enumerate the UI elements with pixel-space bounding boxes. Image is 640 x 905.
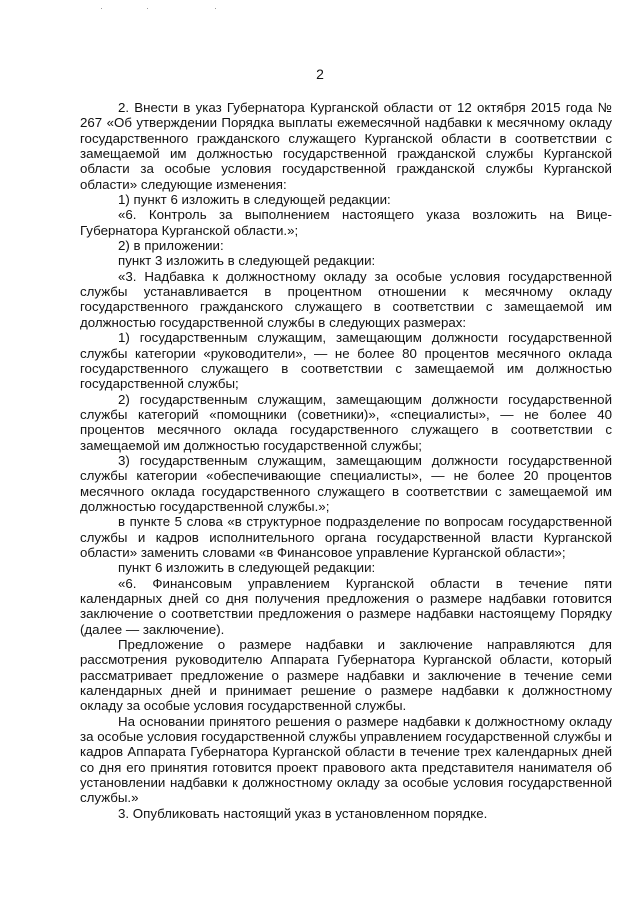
paragraph-item-2-intro: 2) в приложении: xyxy=(118,238,224,254)
paragraph-point-6-text: «6. Финансовым управлением Курганской области в течение пяти календарных дней со дня получения предложения о размере надбавки готовится заключение о соответствии предложения о размере надбавки настоящему Порядку (далее — заключение). xyxy=(80,575,612,637)
paragraph-amend-decree: 2. Внести в указ Губернатора Курганской области от 12 октября 2015 года № 267 «Об утверждении Порядка выплаты ежемесячной надбавки к месячному окладу государственного гражданского служащего Курганской области в соответствии с замещаемой им должностью государственной гражданской службы Курганской области за особые условия государственной гражданской службы Курганской области» следующие изменения: xyxy=(80,100,612,192)
paragraph-proposal-review: Предложение о размере надбавки и заключение направляются для рассмотрения руководителю Аппарата Губернатора Курганской области, который рассматривает предложение о размере надбавки и заключение в течение семи календарных дней и принимает решение о размере надбавки к должностному окладу за особые условия государственной службы. xyxy=(80,637,612,714)
paragraph-category-support: 3) государственным служащим, замещающим должности государственной службы категории «обеспечивающие специалисты», — не более 20 процентов месячного оклада государственного служащего в соответствии с замещаемой им должностью государственной службы.»; xyxy=(80,452,612,514)
paragraph-publish: 3. Опубликовать настоящий указ в установленном порядке. xyxy=(118,805,488,821)
scan-speck xyxy=(147,8,148,9)
paragraph-point-6-intro: пункт 6 изложить в следующей редакции: xyxy=(118,560,376,576)
scan-speck xyxy=(215,8,216,9)
paragraph-point-3-intro: пункт 3 изложить в следующей редакции: xyxy=(118,253,376,269)
paragraph-category-advisers: 2) государственным служащим, замещающим должности государственной службы категорий «помощники (советники)», «специалисты», — не более 40 процентов месячного оклада государственного служащего в соответствии с замещаемой им должностью государственной службы; xyxy=(80,391,612,453)
paragraph-point-5-change: в пункте 5 слова «в структурное подразделение по вопросам государственной службы и кадров исполнительного органа государственной власти Курганской области» заменить словами «в Финансовое управление Курганской области»; xyxy=(80,514,612,560)
scan-speck xyxy=(101,8,102,9)
document-body xyxy=(80,100,612,821)
paragraph-item-1-intro: 1) пункт 6 изложить в следующей редакции: xyxy=(118,192,391,208)
page-number: 2 xyxy=(316,66,324,82)
paragraph-category-leaders: 1) государственным служащим, замещающим должности государственной службы категории «руководители», — не более 80 процентов месячного оклада государственного служащего в соответствии с замещаемой им должностью государственной службы; xyxy=(80,330,612,392)
paragraph-allowance-rule: «3. Надбавка к должностному окладу за особые условия государственной службы устанавливается в процентном отношении к месячному окладу государственного гражданского служащего в соответствии с замещаемой им должностью государственной службы в следующих размерах: xyxy=(80,268,612,330)
paragraph-decision-basis: На основании принятого решения о размере надбавки к должностному окладу за особые условия государственной службы управлением государственной службы и кадров Аппарата Губернатора Курганской области в течение трех календарных дней со дня его принятия готовится проект правового акта представителя нанимателя об установлении надбавки к должностному окладу за особые условия государственной службы.» xyxy=(80,713,612,806)
paragraph-control-clause: «6. Контроль за выполнением настоящего указа возложить на Вице-Губернатора Курганской области.»; xyxy=(80,207,612,238)
